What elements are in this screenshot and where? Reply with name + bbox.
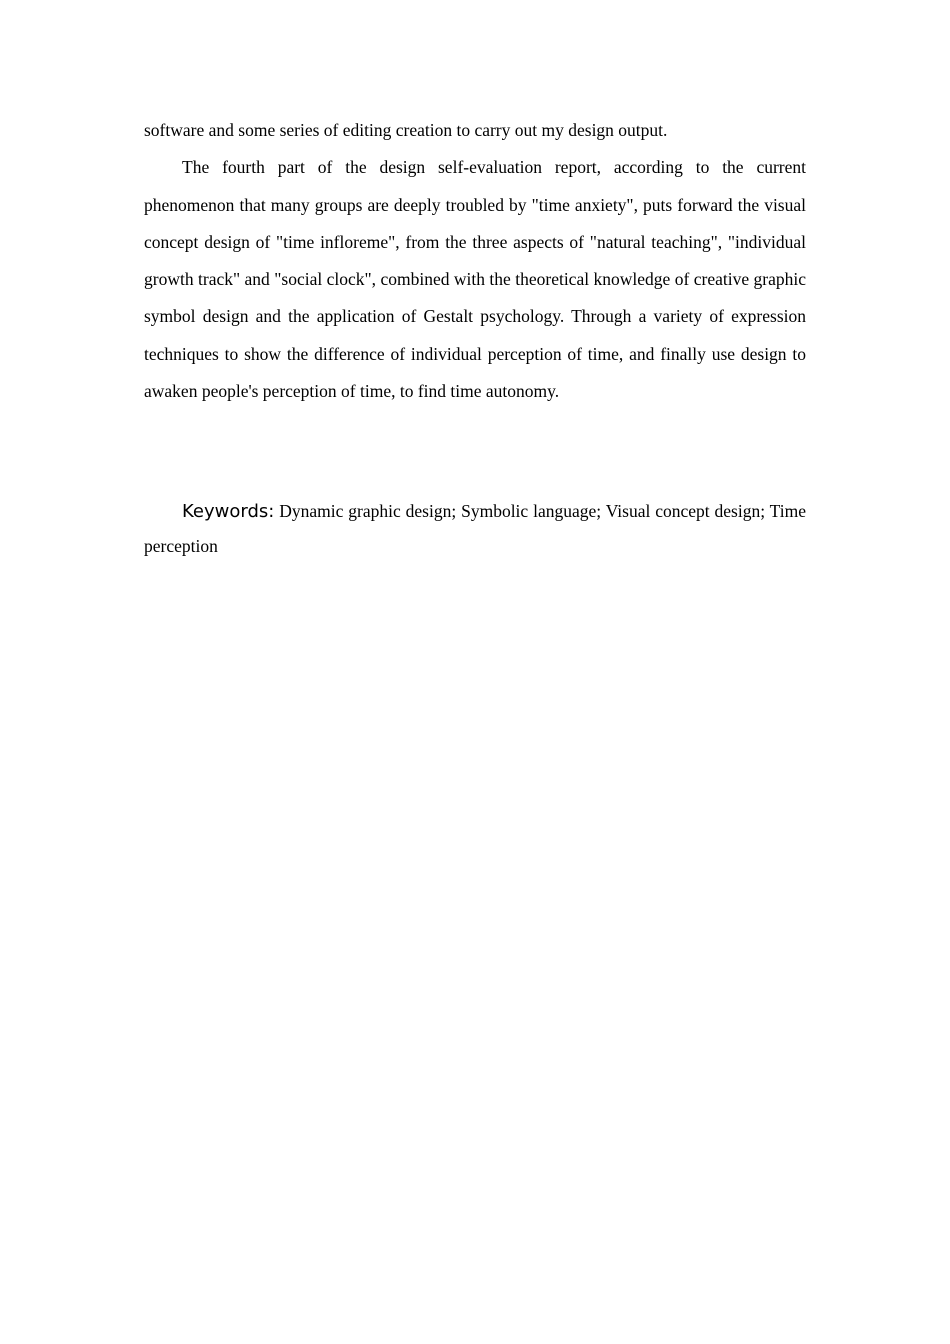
paragraph-fourth-part: The fourth part of the design self-evaluation report, according to the current phenomenon that many groups are deeply troubled by "time anxiety", puts forward the visual concept design of "time infloreme", from the three aspects of "natural teaching", "individual growth track" and "social clock", combined with the theoretical knowledge of creative graphic symbol design and the application of Gestalt psychology. Through a variety of expression techniques to show the difference of individual perception of time, and finally use design to awaken people's perception of time, to find time autonomy.	[144, 157, 806, 402]
abstract-body	[144, 112, 806, 410]
keywords-line	[144, 494, 806, 564]
keywords-label: Keywords:	[182, 501, 275, 522]
paragraph-continuation: software and some series of editing creation to carry out my design output.	[144, 120, 668, 140]
keywords-text: Dynamic graphic design; Symbolic language; Visual concept design; Time perception	[144, 501, 806, 556]
